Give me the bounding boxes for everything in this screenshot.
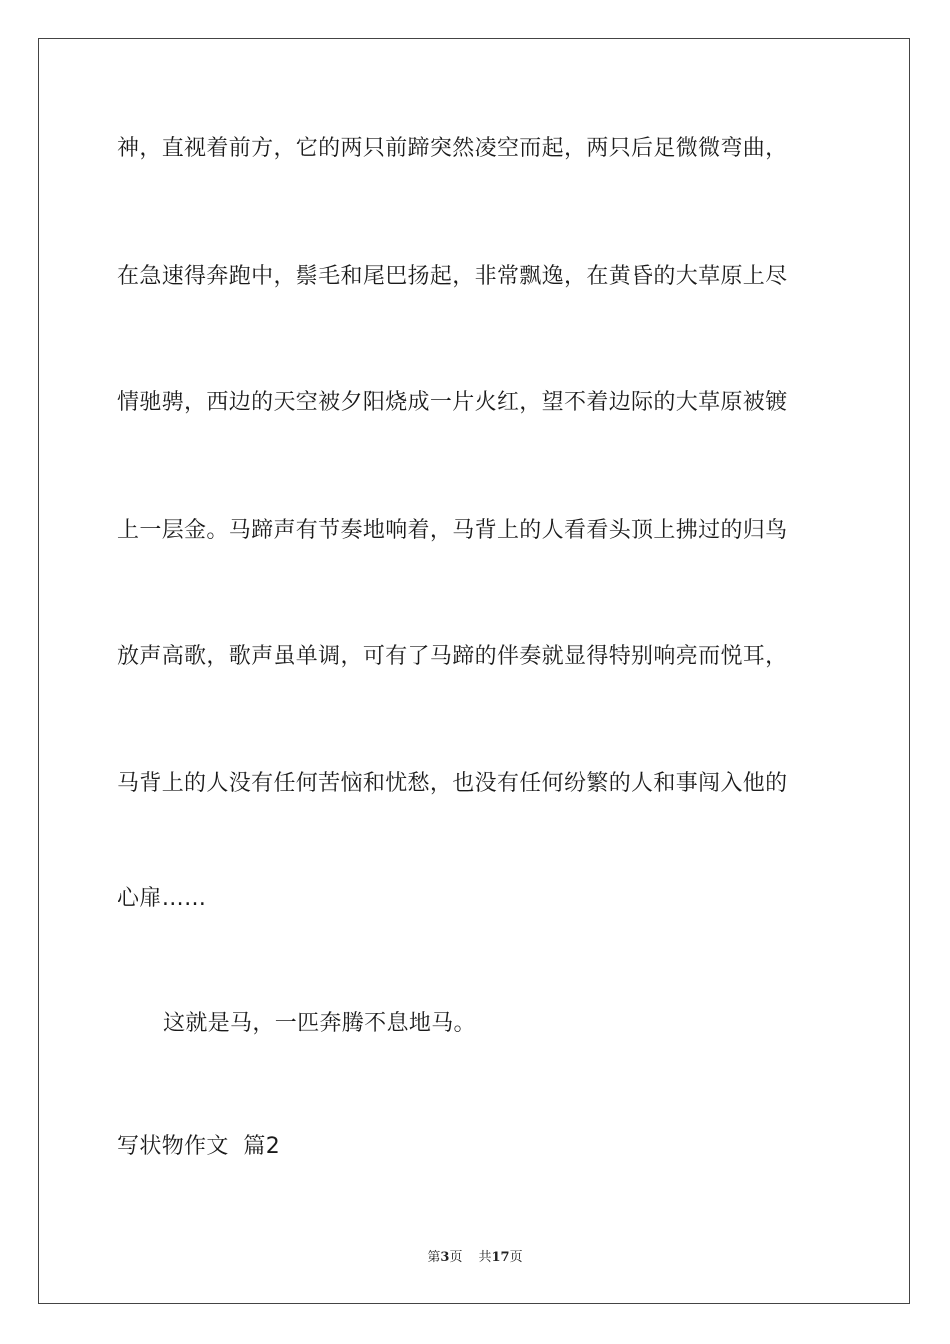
- body-text-line-6: 马背上的人没有任何苦恼和忧愁，也没有任何纷繁的人和事闯入他的: [117, 771, 788, 796]
- body-text-line-5: 放声高歌，歌声虽单调，可有了马蹄的伴奏就显得特别响亮而悦耳，: [117, 644, 788, 669]
- page-footer: [0, 1246, 950, 1265]
- total-pages: 17: [491, 1250, 510, 1265]
- body-text-line-4: 上一层金。马蹄声有节奏地响着，马背上的人看看头顶上拂过的归鸟: [117, 518, 788, 543]
- indented-paragraph: 这就是马，一匹奔腾不息地马。: [163, 1011, 476, 1036]
- page-number: 3: [440, 1250, 450, 1265]
- section-heading: 写状物作文 篇2: [117, 1134, 281, 1159]
- page-prefix: 第: [427, 1250, 441, 1265]
- body-text-line-3: 情驰骋，西边的天空被夕阳烧成一片火红，望不着边际的大草原被镀: [117, 390, 788, 415]
- body-text-line-7: 心扉……: [117, 886, 207, 911]
- page-suffix: 页: [449, 1250, 463, 1265]
- body-text-line-2: 在急速得奔跑中，鬃毛和尾巴扬起，非常飘逸，在黄昏的大草原上尽: [117, 264, 788, 289]
- total-suffix: 页: [509, 1250, 523, 1265]
- total-prefix: 共: [478, 1250, 492, 1265]
- body-text-line-1: 神，直视着前方，它的两只前蹄突然凌空而起，两只后足微微弯曲，: [117, 136, 788, 161]
